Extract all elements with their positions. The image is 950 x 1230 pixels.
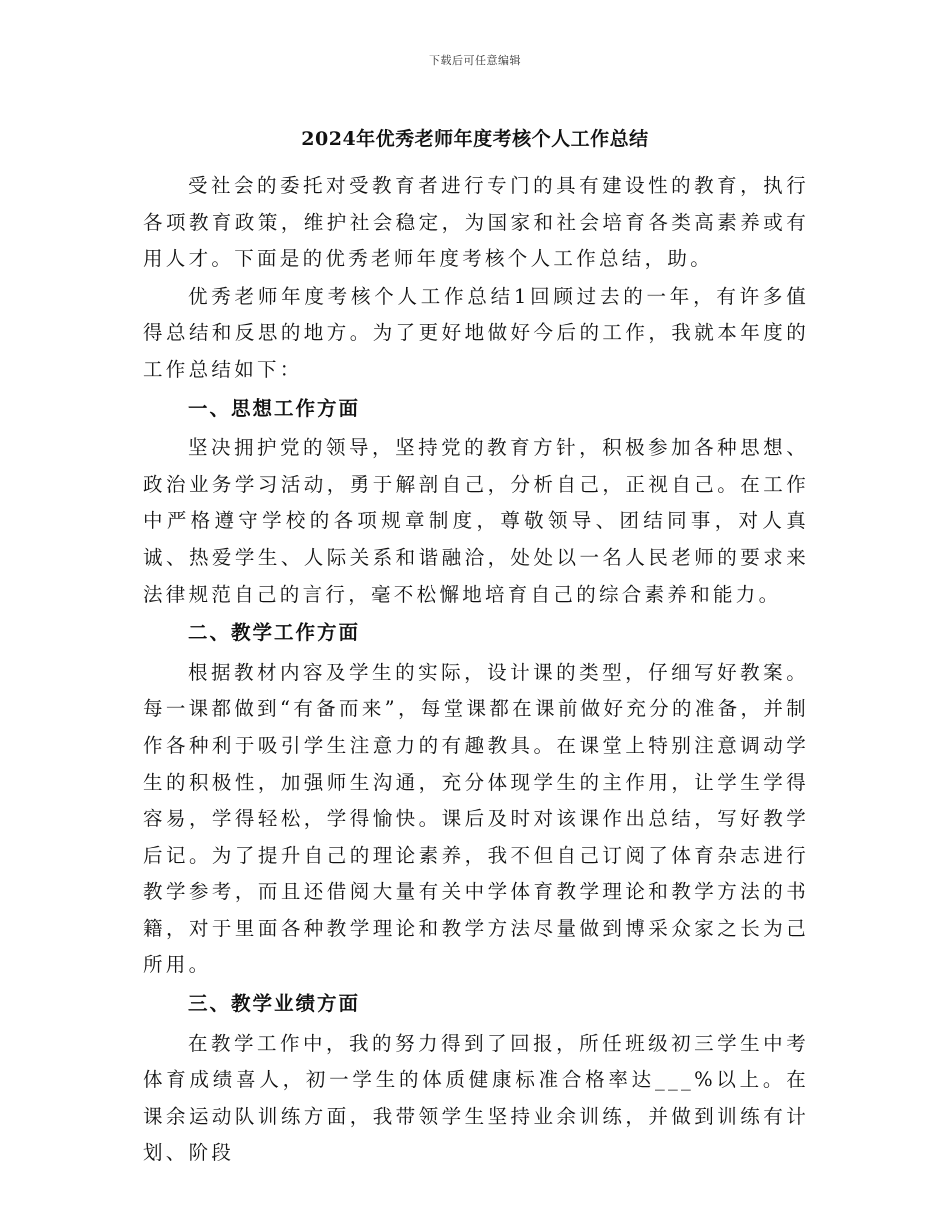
paragraph-ideology: 坚决拥护党的领导，坚持党的教育方针，积极参加各种思想、政治业务学习活动，勇于解剖自己，分析自己，正视自己。在工作中严格遵守学校的各项规章制度，尊敬领导、团结同事，对人真诚、热爱学生、人际关系和谐融洽，处处以一名人民老师的要求来法律规范自己的言行，毫不松懈地培育自己的综合素养和能力。 (143, 436, 809, 606)
section-heading-performance: 三、教学业绩方面 (188, 992, 361, 1016)
section-heading-ideology: 一、思想工作方面 (188, 396, 361, 420)
section-heading-teaching: 二、教学工作方面 (188, 621, 361, 645)
paragraph-teaching: 根据教材内容及学生的实际，设计课的类型，仔细写好教案。每一课都做到“有备而来”，每堂课都在课前做好充分的准备，并制作各种利于吸引学生注意力的有趣教具。在课堂上特别注意调动学生的积极性，加强师生沟通，充分体现学生的主作用，让学生学得容易，学得轻松，学得愉快。课后及时对该课作出总结，写好教学后记。为了提升自己的理论素养，我不但自己订阅了体育杂志进行教学参考，而且还借阅大量有关中学体育教学理论和教学方法的书籍，对于里面各种教学理论和教学方法尽量做到博采众家之长为己所用。 (143, 660, 809, 977)
paragraph-summary-opening: 优秀老师年度考核个人工作总结1回顾过去的一年，有许多值得总结和反思的地方。为了更好地做好今后的工作，我就本年度的工作总结如下： (143, 284, 809, 381)
document-body (143, 168, 809, 1173)
paragraph-performance: 在教学工作中，我的努力得到了回报，所任班级初三学生中考体育成绩喜人，初一学生的体质健康标准合格率达___%以上。在课余运动队训练方面，我带领学生坚持业余训练，并做到训练有计划、阶段 (143, 1031, 809, 1165)
document-title: 2024年优秀老师年度考核个人工作总结 (301, 128, 649, 150)
paragraph-intro: 受社会的委托对受教育者进行专门的具有建设性的教育，执行各项教育政策，维护社会稳定，为国家和社会培育各类高素养或有用人才。下面是的优秀老师年度考核个人工作总结，助。 (143, 174, 809, 271)
page-header-note: 下载后可任意编辑 (429, 54, 521, 67)
